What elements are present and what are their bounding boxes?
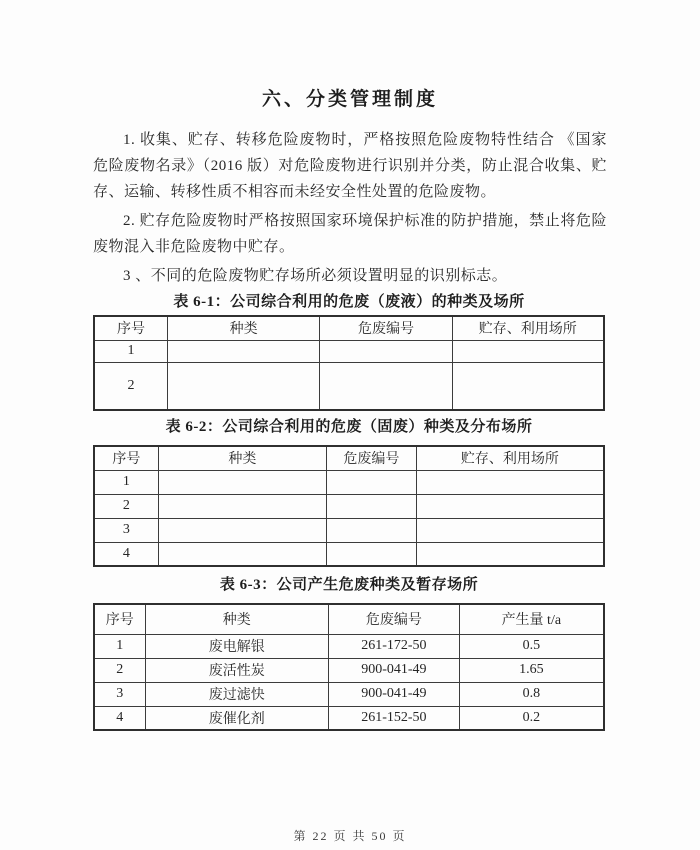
table-cell: 0.2 <box>459 706 604 730</box>
table-row <box>94 706 604 730</box>
table-6-3-section <box>93 573 605 731</box>
table-6-2 <box>93 445 605 567</box>
table-row <box>94 634 604 658</box>
table-cell: 1 <box>94 340 167 362</box>
table-row <box>94 682 604 706</box>
table-cell <box>320 340 452 362</box>
table-cell: 4 <box>94 706 145 730</box>
table-cell: 废活性炭 <box>145 658 329 682</box>
table-cell: 2 <box>94 658 145 682</box>
table-cell: 4 <box>94 542 158 566</box>
table-cell <box>416 518 604 542</box>
table-cell: 0.8 <box>459 682 604 706</box>
table-cell: 2 <box>94 494 158 518</box>
table-cell <box>452 362 604 410</box>
table-header-cell: 贮存、利用场所 <box>416 446 604 470</box>
table-cell <box>158 494 326 518</box>
table-cell: 3 <box>94 682 145 706</box>
table-cell: 1 <box>94 634 145 658</box>
page-number: 第 22 页 共 50 页 <box>293 829 407 843</box>
table-cell: 3 <box>94 518 158 542</box>
paragraph-1: 1. 收集、贮存、转移危险废物时，严格按照危险废物特性结合 《国家危险废物名录》（2016 版）对危险废物进行识别并分类，防止混合收集、贮存、运输、转移性质不相容而未经安全性处置的危险废物。 <box>93 132 607 200</box>
table-cell <box>167 340 319 362</box>
table-cell <box>416 470 604 494</box>
table-6-2-section <box>93 415 605 567</box>
table-cell: 900-041-49 <box>329 658 460 682</box>
body-text <box>93 127 607 289</box>
table-cell <box>452 340 604 362</box>
table-cell: 2 <box>94 362 167 410</box>
table-header-cell: 贮存、利用场所 <box>452 316 604 340</box>
table-cell: 废电解银 <box>145 634 329 658</box>
table-header-cell: 危废编号 <box>320 316 452 340</box>
table-6-1 <box>93 315 605 411</box>
table-6-3-caption: 表 6-3：公司产生危废种类及暂存场所 <box>219 577 479 593</box>
table-row <box>94 658 604 682</box>
table-row <box>94 470 604 494</box>
table-row <box>94 362 604 410</box>
table-header-cell: 种类 <box>158 446 326 470</box>
table-cell <box>158 542 326 566</box>
table-header-cell: 序号 <box>94 446 158 470</box>
paragraph-3: 3 、不同的危险废物贮存场所必须设置明显的识别标志。 <box>123 268 508 284</box>
table-header-row <box>94 316 604 340</box>
table-cell <box>158 518 326 542</box>
table-row <box>94 340 604 362</box>
table-cell: 废催化剂 <box>145 706 329 730</box>
table-cell: 废过滤快 <box>145 682 329 706</box>
paragraph-2: 2. 贮存危险废物时严格按照国家环境保护标准的防护措施，禁止将危险废物混入非危险废物中贮存。 <box>93 213 607 255</box>
table-row <box>94 518 604 542</box>
table-row <box>94 494 604 518</box>
table-cell <box>327 470 417 494</box>
table-header-cell: 种类 <box>167 316 319 340</box>
table-row <box>94 542 604 566</box>
table-cell: 261-172-50 <box>329 634 460 658</box>
table-6-3 <box>93 603 605 731</box>
table-cell <box>327 518 417 542</box>
table-cell <box>320 362 452 410</box>
table-cell: 261-152-50 <box>329 706 460 730</box>
table-cell <box>158 470 326 494</box>
table-header-cell: 危废编号 <box>329 604 460 634</box>
table-header-cell: 产生量 t/a <box>459 604 604 634</box>
table-cell <box>327 542 417 566</box>
table-6-2-caption: 表 6-2：公司综合利用的危废（固废）种类及分布场所 <box>165 419 533 435</box>
table-cell: 900-041-49 <box>329 682 460 706</box>
table-cell: 0.5 <box>459 634 604 658</box>
page-title: 六、分类管理制度 <box>261 89 438 110</box>
table-cell <box>327 494 417 518</box>
table-cell <box>416 542 604 566</box>
table-6-1-caption: 表 6-1：公司综合利用的危废（废液）的种类及场所 <box>173 294 525 310</box>
table-header-cell: 种类 <box>145 604 329 634</box>
table-cell: 1.65 <box>459 658 604 682</box>
table-header-cell: 危废编号 <box>327 446 417 470</box>
table-header-row <box>94 604 604 634</box>
table-cell: 1 <box>94 470 158 494</box>
table-cell <box>167 362 319 410</box>
table-header-cell: 序号 <box>94 604 145 634</box>
table-6-1-section <box>93 290 605 411</box>
table-header-row <box>94 446 604 470</box>
table-header-cell: 序号 <box>94 316 167 340</box>
table-cell <box>416 494 604 518</box>
